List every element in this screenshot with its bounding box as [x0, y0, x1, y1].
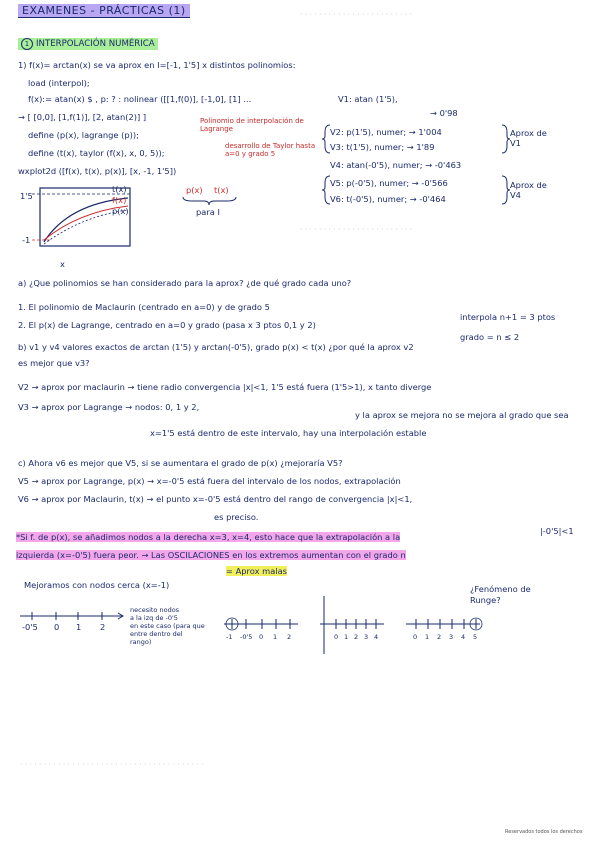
page-title: EXAMENES - PRÁCTICAS (1): [18, 4, 190, 18]
under-brace: [182, 196, 237, 206]
nodes-note-line: necesito nodos: [130, 606, 180, 614]
line3-label: 3: [364, 633, 369, 641]
brace-v5-v6: [322, 175, 332, 205]
problem-statement: 1) f(x)= arctan(x) se va aprox en I=[-1, 1'5] x distintos polinomios:: [18, 60, 296, 70]
annotation-taylor: desarrollo de Taylor hasta a=0 y grado 5: [225, 142, 316, 158]
line4-label: 3: [449, 633, 454, 641]
line1-label: 1: [76, 622, 82, 632]
value-v6: V6: t(-0'5), numer; → -0'464: [330, 194, 446, 204]
line4-label: 2: [437, 633, 442, 641]
question-b-cont: es mejor que v3?: [18, 358, 90, 368]
answer-c1: [18, 476, 401, 486]
section-number: 1: [21, 38, 33, 50]
number-line-3: [318, 596, 388, 656]
value-v3: V3: t(1'5), numer; → 1'89: [330, 142, 435, 152]
answer-a2: 2. El p(x) de Lagrange, centrado en a=0 y grado (pasa x 3 ptos 0,1 y 2): [18, 320, 316, 330]
code-line-4: define (p(x), lagrange (p));: [28, 130, 139, 140]
line2-label: 0: [259, 633, 264, 641]
line1-label: 2: [100, 622, 106, 632]
question-c: c) Ahora v6 es mejor que V5, si se aumentara el grado de p(x) ¿mejoraría V5?: [18, 458, 343, 468]
line4-label: 1: [425, 633, 430, 641]
answer-c3c-text: = Aprox malas: [226, 566, 288, 576]
answer-c2-cont: es preciso.: [214, 512, 259, 522]
graph-x-label: x: [60, 259, 65, 269]
runge-note: ¿Fenómeno de Runge?: [470, 584, 531, 605]
bleed-through-text: · · · · · · · · · · · · · · · · · · · · · · · · · · · · · · · · · · · · · · ·: [20, 760, 204, 769]
code-line-5: define (t(x), taylor (f(x), x, 0, 5));: [28, 148, 165, 158]
code-line-6: wxplot2d ([f(x), t(x), p(x)], [x, -1, 1'5]): [18, 166, 177, 176]
brace-v2-v3: [322, 124, 332, 154]
nodes-note-line: a la izq de -0'5: [130, 614, 178, 622]
footer-badge: Reservados todos los derechos: [505, 829, 583, 835]
line2-label: -0'5: [240, 633, 253, 641]
note-aprox-v1: Aprox de V1: [510, 128, 547, 148]
section-heading: [18, 38, 158, 50]
line3-label: 1: [344, 633, 349, 641]
legend-t: t(x): [112, 184, 127, 194]
answer-a2-note1: interpola n+1 = 3 ptos: [460, 312, 556, 322]
under-label-p: p(x): [186, 185, 203, 195]
graph-y-bottom-label: -1: [22, 235, 31, 245]
answer-b1-cont: y la aprox se mejora no se mejora al grado que sea: [355, 410, 569, 420]
answer-c2: V6 → aprox por Maclaurin, t(x) → el punto x=-0'5 está dentro del rango de convergencia |x|<1,: [18, 494, 413, 504]
value-v1-result: → 0'98: [430, 108, 458, 118]
line3-label: 0: [334, 633, 339, 641]
line4-label: 5: [473, 633, 478, 641]
code-line-2: f(x):= atan(x) $ , p: ? : nolinear ([[1,f(0)], [-1,0], [1] ...: [28, 94, 252, 104]
answer-c2-abs: |-0'5|<1: [540, 526, 574, 536]
question-a: a) ¿Que polinomios se han considerado para la aprox? ¿de qué grado cada uno?: [18, 278, 352, 288]
answer-a2-note2: grado = n ≤ 2: [460, 332, 520, 342]
answer-c3: [16, 532, 400, 542]
answer-c3-cont: [16, 550, 406, 560]
line4-label: 0: [413, 633, 418, 641]
nodes-note: [130, 606, 205, 646]
value-v4: V4: atan(-0'5), numer; → -0'463: [330, 160, 462, 170]
bleed-through-text: · · · · · · · · · · · · · · · · · · · · · · · ·: [300, 225, 413, 234]
value-v1: V1: atan (1'5),: [338, 94, 398, 104]
value-v2: V2: p(1'5), numer; → 1'004: [330, 127, 442, 137]
answer-c4: Mejoramos con nodos cerca (x=-1): [24, 580, 170, 590]
nodes-note-line: en este caso (para que: [130, 622, 205, 630]
line1-label: -0'5: [22, 622, 38, 632]
answer-c3b-text: izquierda (x=-0'5) fuera peor. → Las OSCILACIONES en los extremos aumentan con el grado n: [16, 550, 406, 560]
annotation-lagrange: Polinomio de interpolación de Lagrange: [200, 117, 304, 133]
line2-label: 1: [273, 633, 278, 641]
under-label-t: t(x): [214, 185, 229, 195]
line2-label: -1: [226, 633, 233, 641]
answer-c3-text: *Si f. de p(x), se añadimos nodos a la derecha x=3, x=4, esto hace que la extrapolación a la: [16, 532, 401, 542]
answer-b3: x=1'5 está dentro de este intervalo, hay una interpolación estable: [150, 428, 427, 438]
answer-c1-text: V5 → aprox por Lagrange, p(x) → x=-0'5 está fuera del intervalo de los nodos, extrapolación: [18, 476, 401, 486]
answer-b2: V3 → aprox por Lagrange → nodos: 0, 1 y 2,: [18, 402, 200, 412]
question-b: b) v1 y v4 valores exactos de arctan (1'5) y arctan(-0'5), grado p(x) < t(x) ¿por qué la aprox v2: [18, 342, 414, 352]
under-caption: para I: [196, 207, 220, 217]
line1-label: 0: [54, 622, 60, 632]
value-v5: V5: p(-0'5), numer; → -0'566: [330, 178, 448, 188]
legend-p: p(x): [112, 206, 129, 216]
code-line-3: → [ [0,0], [1,f(1)], [2, atan(2)] ]: [18, 112, 147, 122]
line3-label: 2: [354, 633, 359, 641]
nodes-note-line: rango): [130, 638, 152, 646]
answer-b1: V2 → aprox por maclaurin → tiene radio convergencia |x|<1, 1'5 está fuera (1'5>1), x tanto diverge: [18, 382, 432, 392]
line4-label: 4: [461, 633, 466, 641]
answer-a1: 1. El polinomio de Maclaurin (centrado en a=0) y de grado 5: [18, 302, 270, 312]
brace-aprox-v1: [500, 124, 510, 154]
bleed-through-text: · · · · · · · · · · · · · · · · · · · · · · · ·: [300, 10, 413, 19]
note-aprox-v4: Aprox de V4: [510, 180, 547, 200]
legend-f: f(x): [112, 195, 127, 205]
section-title: INTERPOLACIÓN NUMÉRICA: [36, 39, 155, 49]
nodes-note-line: entre dentro del: [130, 630, 183, 638]
code-line-1: load (interpol);: [28, 78, 90, 88]
line3-label: 4: [374, 633, 379, 641]
line2-label: 2: [287, 633, 292, 641]
answer-c3-malas: [226, 566, 287, 576]
graph-y-top-label: 1'5: [20, 191, 33, 201]
brace-aprox-v4: [500, 175, 510, 205]
